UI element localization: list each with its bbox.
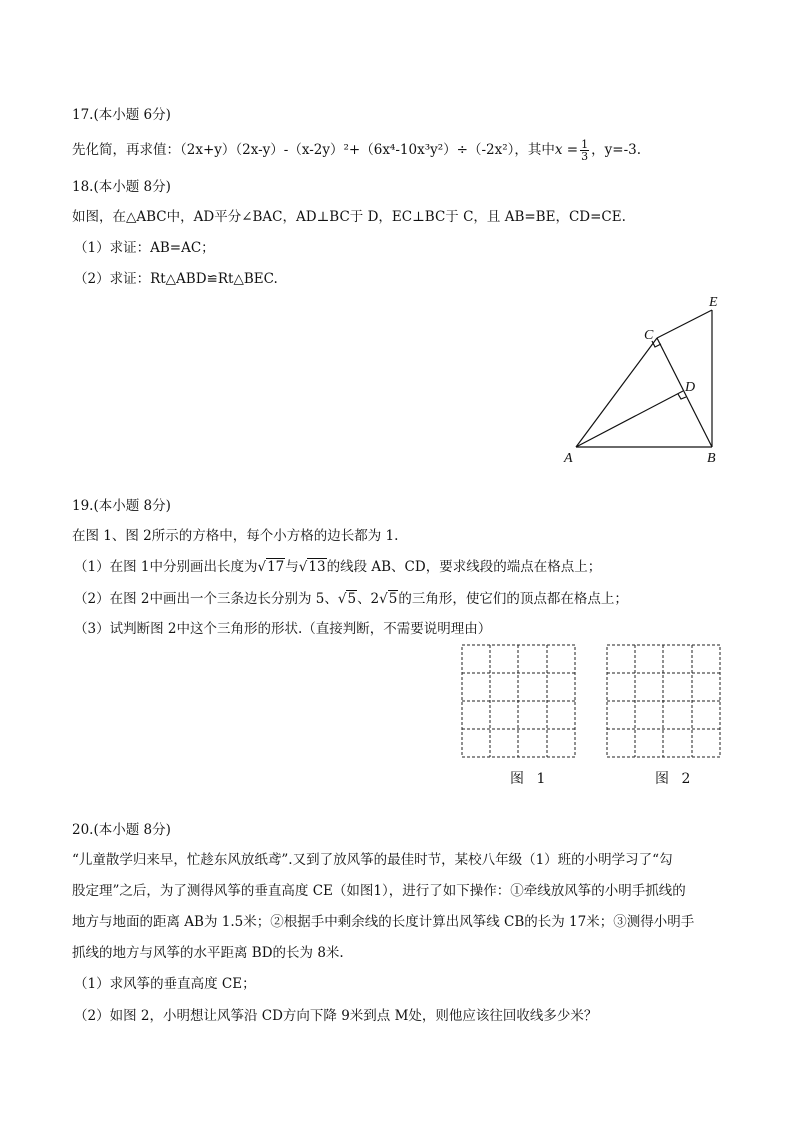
q19-part1	[74, 558, 601, 576]
q20-part2: （2）如图 2，小明想让风筝沿 CD方向下降 9米到点 M处，则他应该往回收线多少米？	[74, 1008, 598, 1024]
q17-frac-numerator: 1	[581, 138, 589, 151]
q19-part1-lead: （1）在图 1中分别画出长度为	[74, 559, 258, 575]
q19-part3: （3）试判断图 2中这个三角形的形状.（直接判断，不需要说明理由）	[74, 621, 492, 637]
label-C: C	[644, 328, 654, 343]
q19-part2-tail: 的三角形，使它们的顶点都在格点上；	[398, 591, 628, 607]
fig1-caption: 图 1	[510, 771, 550, 787]
sqrt-13: √13	[298, 559, 326, 575]
grid-figure-1	[459, 642, 579, 760]
q18-part1: （1）求证：AB=AC；	[74, 240, 215, 256]
q17-condition: ，y=-3.	[591, 142, 642, 158]
q19-part2-sep: 、2	[357, 591, 380, 607]
q20-part1: （1）求风筝的垂直高度 CE；	[74, 976, 256, 992]
label-D: D	[685, 380, 696, 395]
two-sqrt-5: √5	[379, 591, 398, 607]
q19-part2-lead: （2）在图 2中画出一个三条边长分别为 5、	[74, 591, 338, 607]
q18-part2: （2）求证：Rt△ABD≌Rt△BEC.	[74, 271, 278, 287]
sqrt-17: √17	[257, 559, 285, 575]
q19-header: 19.(本小题 8分)	[72, 498, 171, 514]
q19-part1-and: 与	[285, 559, 299, 575]
sqrt-5: √5	[337, 591, 357, 607]
q20-paragraph-line1: “儿童散学归来早，忙趁东风放纸鸢”.又到了放风筝的最佳时节，某校八年级（1）班的小明学习了“勾	[72, 852, 673, 868]
q17-x-var: x	[554, 142, 563, 158]
fig2-caption: 图 2	[655, 771, 695, 787]
q17-header: 17.(本小题 6分)	[72, 107, 171, 123]
sqrt-17-radicand: 17	[267, 559, 285, 575]
q19-text: 在图 1、图 2所示的方格中，每个小方格的边长都为 1.	[72, 528, 399, 544]
q17-frac-denominator: 3	[581, 150, 589, 163]
q20-header: 20.(本小题 8分)	[72, 822, 171, 838]
q20-paragraph-line4: 抓线的地方与风筝的水平距离 BD的长为 8米.	[72, 945, 344, 961]
two-sqrt-5-radicand: 5	[388, 591, 398, 607]
label-A: A	[564, 451, 573, 466]
grid-figure-2	[604, 642, 724, 760]
q18-triangle-figure	[560, 290, 730, 470]
q17-fraction	[580, 139, 589, 162]
label-B: B	[707, 451, 716, 466]
segment-CE	[657, 310, 712, 338]
segment-AC	[576, 338, 657, 447]
q18-header: 18.(本小题 8分)	[72, 179, 171, 195]
label-E: E	[709, 295, 718, 310]
q19-part1-tail: 的线段 AB、CD，要求线段的端点在格点上；	[326, 559, 602, 575]
q18-text: 如图，在△ABC中，AD平分∠BAC，AD⊥BC于 D，EC⊥BC于 C，且 AB=BE，CD=CE.	[72, 209, 626, 225]
q20-paragraph-line3: 地方与地面的距离 AB为 1.5米；②根据手中剩余线的长度计算出风筝线 CB的长为 17米；③测得小明手	[72, 914, 695, 930]
q19-part2	[74, 590, 628, 608]
q20-paragraph-line2: 股定理”之后，为了测得风筝的垂直高度 CE（如图1），进行了如下操作：①牵线放风筝的小明手抓线的	[72, 883, 686, 899]
sqrt-5-radicand: 5	[347, 591, 357, 607]
q17-expression: 先化简，再求值：（2x+y）（2x-y）-（x-2y）²+（6x⁴-10x³y²）÷（-2x²），其中	[72, 142, 555, 158]
segment-AD	[576, 391, 683, 447]
q17-text: 先化简，再求值：（2x+y）（2x-y）-（x-2y）²+（6x⁴-10x³y²）÷（-2x²），其中x = $\frac{1}{3}$ ，y=-3.	[72, 138, 642, 163]
sqrt-13-radicand: 13	[308, 559, 326, 575]
